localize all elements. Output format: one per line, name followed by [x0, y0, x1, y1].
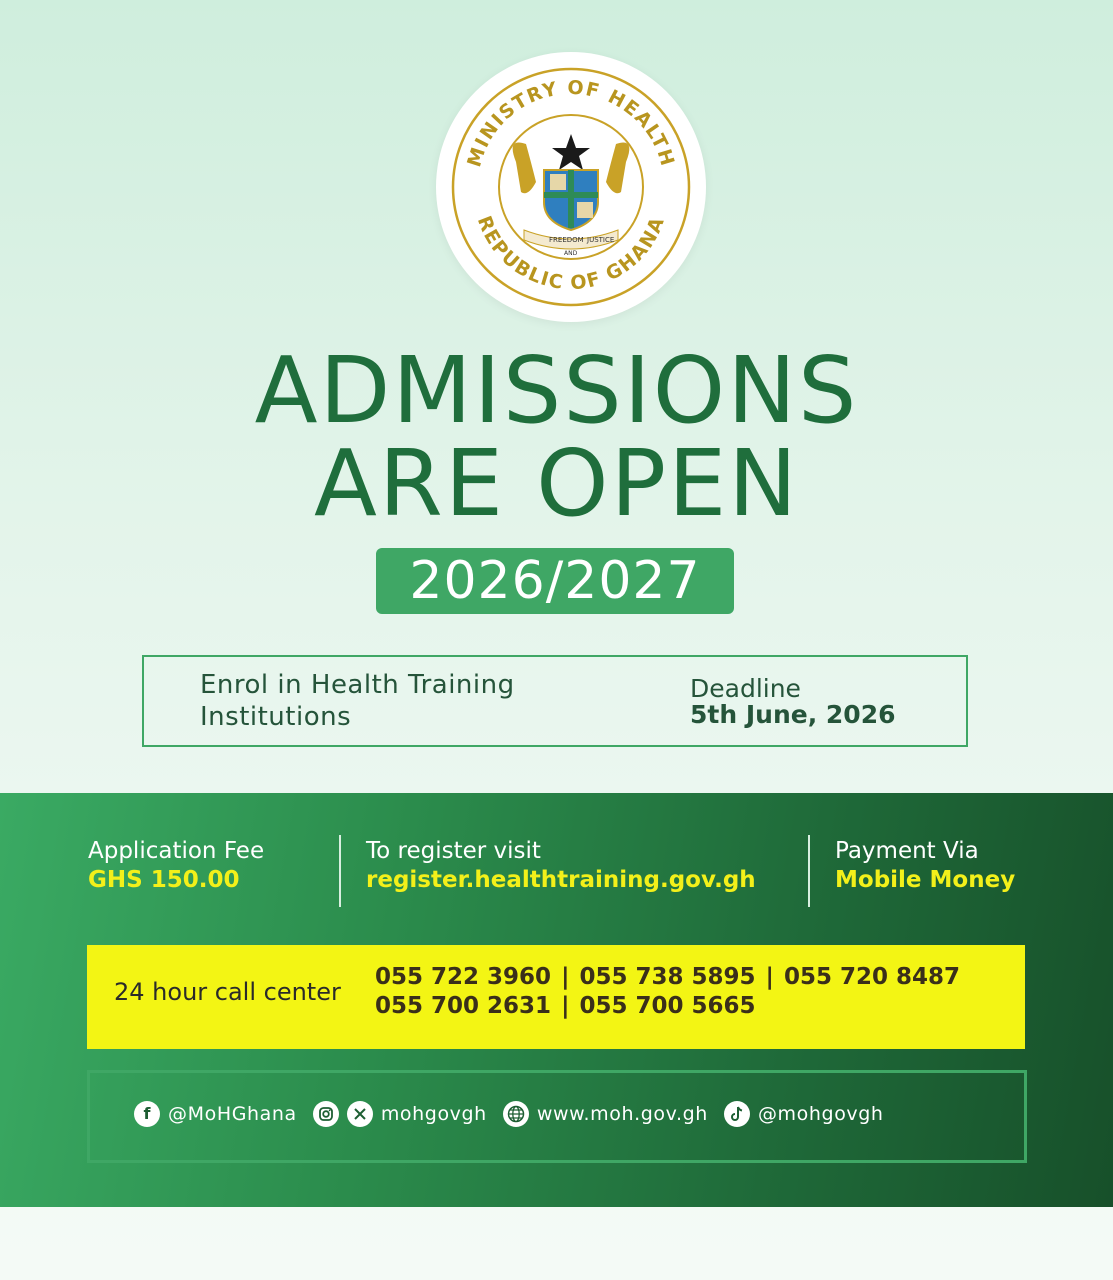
register-url-link[interactable]: register.healthtraining.gov.gh — [366, 867, 756, 893]
x-icon[interactable] — [347, 1101, 373, 1127]
tiktok-icon[interactable] — [724, 1101, 750, 1127]
seal-bottom-text: REPUBLIC OF GHANA — [472, 213, 670, 295]
payment-label: Payment Via — [835, 838, 979, 864]
deadline-label: Deadline — [690, 674, 801, 703]
seal-top-text: MINISTRY OF HEALTH — [463, 76, 679, 170]
register-label: To register visit — [366, 838, 541, 864]
enrol-info-box — [142, 655, 968, 747]
fee-label: Application Fee — [88, 838, 265, 864]
payment-value: Mobile Money — [835, 867, 1016, 893]
phone-number[interactable]: 055 720 8487 — [783, 964, 960, 990]
phone-number[interactable]: 055 738 5895 — [579, 964, 756, 990]
globe-icon[interactable] — [503, 1101, 529, 1127]
enrol-text: Enrol in Health Training Institutions — [200, 670, 515, 732]
facebook-handle[interactable]: @MoHGhana — [168, 1103, 297, 1125]
website-link[interactable]: www.moh.gov.gh — [536, 1103, 708, 1125]
call-center-box — [87, 945, 1025, 1049]
x-handle[interactable]: mohgovgh — [380, 1103, 487, 1125]
facebook-icon[interactable]: f — [134, 1101, 160, 1127]
fee-value: GHS 150.00 — [88, 867, 240, 893]
details-band — [0, 793, 1113, 1207]
headline-line-1: ADMISSIONS — [254, 337, 859, 444]
motto-center: AND — [564, 250, 578, 257]
motto-right: JUSTICE — [587, 236, 615, 244]
register-column — [366, 837, 756, 895]
year-badge: 2026/2027 — [376, 548, 734, 614]
ministry-seal — [436, 52, 706, 322]
phone-numbers: 055 722 3960 | 055 738 5895 | 055 720 8487 055 700 2631 | 055 700 5665 — [375, 964, 960, 1019]
social-row — [134, 1101, 892, 1127]
social-links-box — [87, 1070, 1027, 1163]
instagram-icon[interactable] — [313, 1101, 339, 1127]
payment-column — [835, 837, 1015, 895]
seal-emblem — [436, 52, 706, 322]
tiktok-handle[interactable]: @mohgovgh — [757, 1103, 884, 1125]
phone-number[interactable]: 055 700 2631 — [375, 993, 552, 1019]
divider — [808, 835, 810, 907]
divider — [339, 835, 341, 907]
phone-number[interactable]: 055 722 3960 — [375, 964, 552, 990]
coat-of-arms-icon — [513, 134, 630, 257]
phone-number[interactable]: 055 700 5665 — [579, 993, 756, 1019]
headline-line-2: ARE OPEN — [313, 430, 800, 537]
call-center-label: 24 hour call center — [114, 978, 341, 1006]
deadline-date: 5th June, 2026 — [690, 700, 896, 729]
fee-column — [88, 837, 264, 895]
motto-left: FREEDOM — [549, 236, 584, 244]
